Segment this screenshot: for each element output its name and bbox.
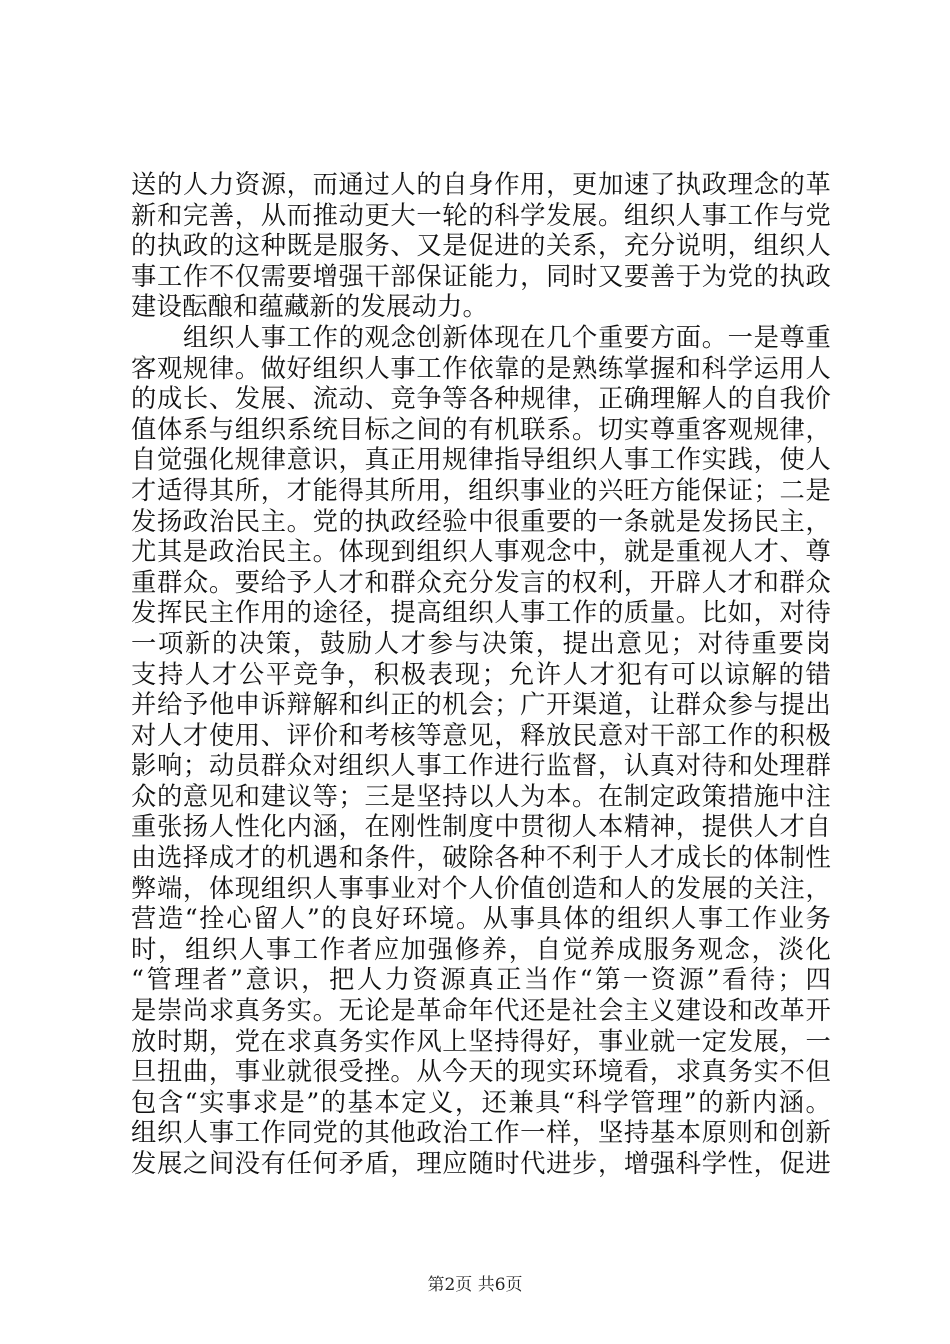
text-line: “管理者”意识，把人力资源真正当作“第一资源”看待；四 (131, 965, 831, 995)
text-line: 并给予他申诉辩解和纠正的机会；广开渠道，让群众参与提出 (131, 690, 831, 720)
text-line: 事工作不仅需要增强干部保证能力，同时又要善于为党的执政 (131, 261, 831, 291)
text-line: 支持人才公平竞争，积极表现；允许人才犯有可以谅解的错 (131, 659, 831, 689)
text-line: 众的意见和建议等；三是坚持以人为本。在制定政策措施中注 (131, 781, 831, 811)
body-text (131, 170, 831, 1180)
text-line: 新和完善，从而推动更大一轮的科学发展。组织人事工作与党 (131, 200, 831, 230)
text-line: 放时期，党在求真务实作风上坚持得好，事业就一定发展，一 (131, 1026, 831, 1056)
text-line: 营造“拴心留人”的良好环境。从事具体的组织人事工作业务 (131, 904, 831, 934)
text-line: 发扬政治民主。党的执政经验中很重要的一条就是发扬民主， (131, 506, 831, 536)
text-line: 的执政的这种既是服务、又是促进的关系，充分说明，组织人 (131, 231, 831, 261)
page-number-footer: 第2页 共6页 (427, 1275, 523, 1295)
text-line: 建设酝酿和蕴藏新的发展动力。 (131, 292, 488, 322)
text-line: 客观规律。做好组织人事工作依靠的是熟练掌握和科学运用人 (131, 353, 831, 383)
text-line: 组织人事工作的观念创新体现在几个重要方面。一是尊重 (183, 322, 831, 352)
text-line: 发挥民主作用的途径，提高组织人事工作的质量。比如，对待 (131, 598, 831, 628)
text-line: 值体系与组织系统目标之间的有机联系。切实尊重客观规律， (131, 414, 831, 444)
text-line: 自觉强化规律意识，真正用规律指导组织人事工作实践，使人 (131, 445, 831, 475)
text-line: 弊端，体现组织人事事业对个人价值创造和人的发展的关注， (131, 873, 831, 903)
text-line: 重张扬人性化内涵，在刚性制度中贯彻人本精神，提供人才自 (131, 812, 831, 842)
text-line: 的成长、发展、流动、竞争等各种规律，正确理解人的自我价 (131, 384, 831, 414)
text-line: 尤其是政治民主。体现到组织人事观念中，就是重视人才、尊 (131, 537, 831, 567)
text-line: 由选择成才的机遇和条件，破除各种不利于人才成长的体制性 (131, 843, 831, 873)
text-line: 包含“实事求是”的基本定义，还兼具“科学管理”的新内涵。 (131, 1087, 831, 1117)
text-line: 时，组织人事工作者应加强修养，自觉养成服务观念，淡化 (131, 934, 831, 964)
text-line: 影响；动员群众对组织人事工作进行监督，认真对待和处理群 (131, 751, 831, 781)
text-line: 旦扭曲，事业就很受挫。从今天的现实环境看，求真务实不但 (131, 1057, 831, 1087)
text-line: 才适得其所，才能得其所用，组织事业的兴旺方能保证；二是 (131, 475, 831, 505)
text-line: 送的人力资源，而通过人的自身作用，更加速了执政理念的革 (131, 170, 831, 199)
text-line: 对人才使用、评价和考核等意见，释放民意对干部工作的积极 (131, 720, 831, 750)
text-line: 重群众。要给予人才和群众充分发言的权利，开辟人才和群众 (131, 567, 831, 597)
text-line: 组织人事工作同党的其他政治工作一样，坚持基本原则和创新 (131, 1118, 831, 1148)
text-line: 发展之间没有任何矛盾，理应随时代进步，增强科学性，促进 (131, 1149, 831, 1178)
text-line: 一项新的决策，鼓励人才参与决策，提出意见；对待重要岗 (131, 628, 831, 658)
text-line: 是崇尚求真务实。无论是革命年代还是社会主义建设和改革开 (131, 996, 831, 1026)
